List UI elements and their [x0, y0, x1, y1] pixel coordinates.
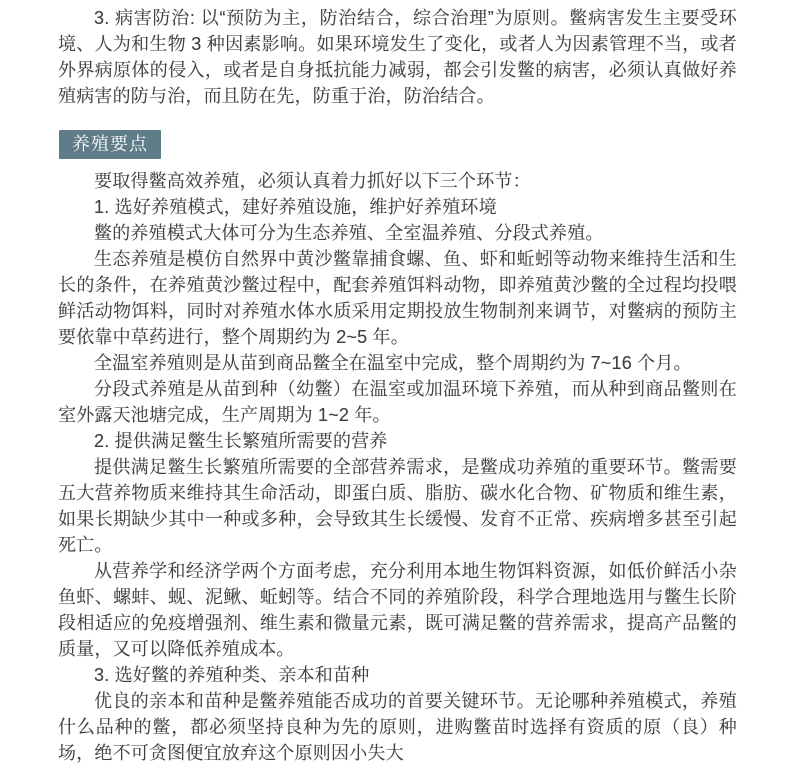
intro-paragraph: 3. 病害防治: 以“预防为主，防治结合，综合治理”为原则。鳖病害发生主要受环境、人为和生物 3 种因素影响。如果环境发生了变化，或者人为因素管理不当，或者外界病原体的侵入，或者是自身抵抗能力减弱，都会引发鳖的病害，必须认真做好养殖病害的防与治，而且防在先，防重于治，防治结合。	[58, 8, 737, 106]
paragraph-heading: 3. 选好鳖的养殖种类、亲本和苗种	[94, 665, 370, 685]
paragraph-heading: 1. 选好养殖模式，建好养殖设施，维护好养殖环境	[94, 197, 497, 217]
paragraph: 分段式养殖是从苗到种（幼鳖）在温室或加温环境下养殖，而从种到商品鳖则在室外露天池塘完成，生产周期为 1~2 年。	[58, 379, 737, 425]
paragraph: 鳖的养殖模式大体可分为生态养殖、全室温养殖、分段式养殖。	[94, 223, 604, 243]
section-header-label: 养殖要点	[72, 134, 148, 154]
paragraph-heading: 2. 提供满足鳖生长繁殖所需要的营养	[94, 431, 388, 451]
section-header-badge	[59, 130, 161, 159]
paragraph: 从营养学和经济学两个方面考虑，充分利用本地生物饵料资源，如低价鲜活小杂鱼虾、螺蚌、蚬、泥鳅、蚯蚓等。结合不同的养殖阶段，科学合理地选用与鳖生长阶段相适应的免疫增强剂、维生素和微量元素，既可满足鳖的营养需求，提高产品鳖的质量，又可以降低养殖成本。	[58, 561, 737, 659]
paragraph: 全温室养殖则是从苗到商品鳖全在温室中完成，整个周期约为 7~16 个月。	[94, 353, 692, 373]
paragraph: 优良的亲本和苗种是鳖养殖能否成功的首要关键环节。无论哪种养殖模式，养殖什么品种的鳖，都必须坚持良种为先的原则，进购鳖苗时选择有资质的原（良）种场，绝不可贪图便宜放弃这个原则因小失大	[58, 691, 737, 763]
section-body	[58, 168, 737, 766]
paragraph: 提供满足鳖生长繁殖所需要的全部营养需求，是鳖成功养殖的重要环节。鳖需要五大营养物质来维持其生命活动，即蛋白质、脂肪、碳水化合物、矿物质和维生素，如果长期缺少其中一种或多种，会导致其生长缓慢、发育不正常、疾病增多甚至引起死亡。	[58, 457, 737, 555]
paragraph: 生态养殖是模仿自然界中黄沙鳖靠捕食螺、鱼、虾和蚯蚓等动物来维持生活和生长的条件，在养殖黄沙鳖过程中，配套养殖饵料动物，即养殖黄沙鳖的全过程均投喂鲜活动物饵料，同时对养殖水体水质采用定期投放生物制剂来调节，对鳖病的预防主要依靠中草药进行，整个周期约为 2~5 年。	[58, 249, 737, 347]
paragraph: 要取得鳖高效养殖，必须认真着力抓好以下三个环节：	[94, 171, 531, 191]
